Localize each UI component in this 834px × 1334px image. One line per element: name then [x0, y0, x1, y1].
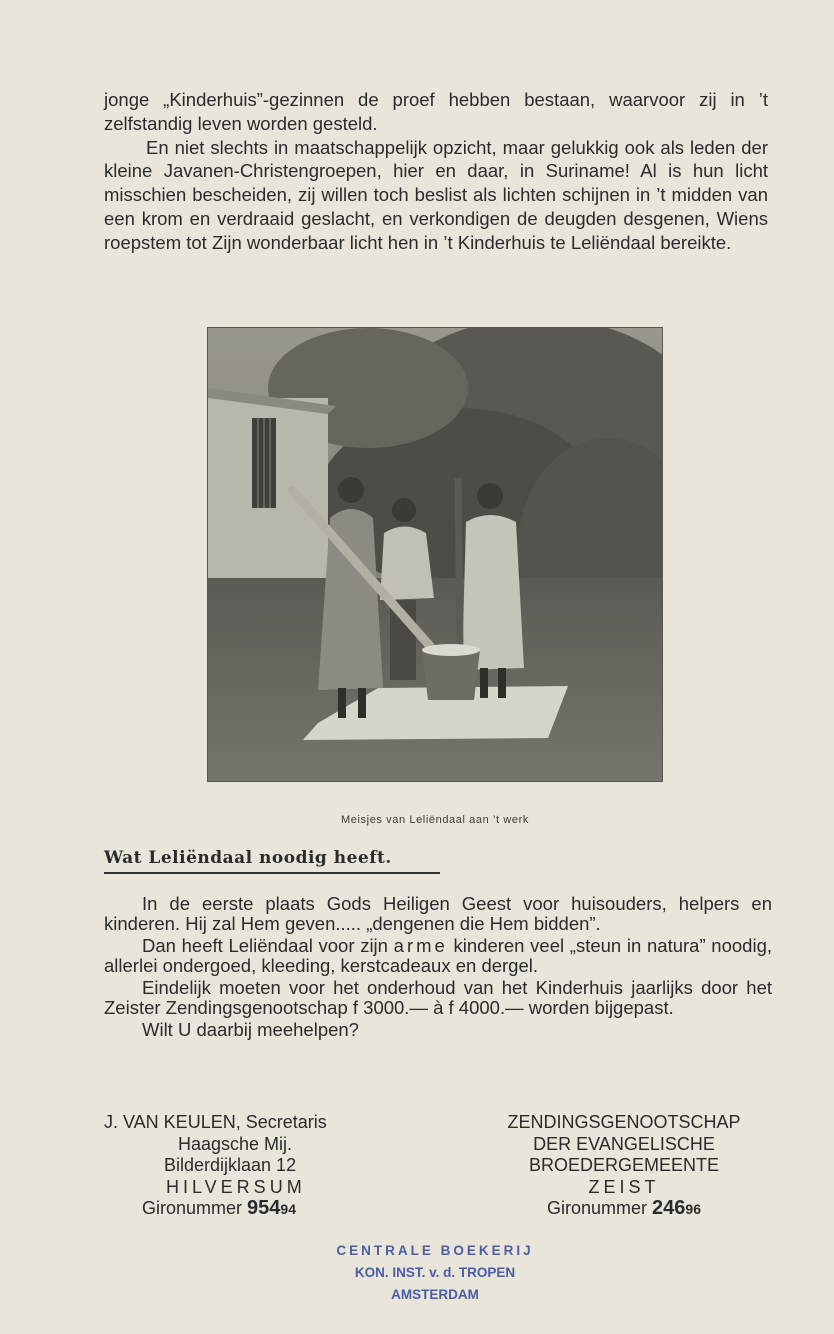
contact-society: [474, 1112, 774, 1221]
section-paragraph-3: Eindelijk moeten voor het onderhoud van het Kinderhuis jaarlijks door het Zeister Zendingsgenootschap f 3000.— à f 4000.— worden bijgepast.: [104, 977, 772, 1018]
contact-secretary: [104, 1112, 404, 1221]
library-stamp: [300, 1240, 570, 1306]
stamp-line-3: AMSTERDAM: [391, 1287, 479, 1302]
section-body: [104, 894, 772, 1042]
intro-text: [104, 88, 768, 255]
section-paragraph-4: Wilt U daarbij meehelpen?: [142, 1019, 359, 1040]
secretary-street: Bilderdijklaan 12: [164, 1155, 297, 1175]
intro-paragraph-2: En niet slechts in maatschappelijk opzicht, maar gelukkig ook als leden der kleine Javanen-Christengroepen, hier en daar, in Suriname! Al is hun licht misschien bescheiden, zij willen toch beslist als lichten schijnen in ’t midden van een krom en verdraaid geslacht, en verkondigen de deugden desgenen, Wiens roepstem tot Zijn wonderbaar licht hen in ’t Kinderhuis te Leliëndaal bereikte.: [104, 136, 768, 253]
society-giro: Gironummer 24696: [547, 1197, 701, 1219]
stamp-line-2: KON. INST. v. d. TROPEN: [354, 1265, 516, 1280]
secretary-giro: Gironummer 95494: [142, 1197, 296, 1219]
society-city: ZEIST: [588, 1176, 660, 1197]
section-heading: Wat Leliëndaal noodig heeft.: [104, 848, 440, 874]
emphasis-arme: arme: [393, 935, 448, 956]
society-name-2: DER EVANGELISCHE: [533, 1133, 715, 1154]
stamp-line-1: CENTRALE BOEKERIJ: [336, 1243, 534, 1258]
intro-paragraph-1: jonge „Kinderhuis”-gezinnen de proef hebben bestaan, waarvoor zij in ’t zelfstandig leven worden gesteld.: [104, 89, 768, 134]
society-name-3: BROEDERGEMEENTE: [528, 1155, 720, 1175]
society-name-1: ZENDINGSGENOOTSCHAP: [507, 1112, 741, 1132]
section-paragraph-2: Dan heeft Leliëndaal voor zijn arme kinderen veel „steun in natura” noodig, allerlei ondergoed, kleeding, kerstcadeaux en dergel.: [104, 935, 772, 976]
secretary-city: HILVERSUM: [166, 1176, 306, 1197]
section-paragraph-1: In de eerste plaats Gods Heiligen Geest voor huisouders, helpers en kinderen. Hij zal Hem geven..... „dengenen die Hem bidden”.: [104, 893, 772, 934]
secretary-company: Haagsche Mij.: [178, 1133, 293, 1154]
photograph-girls-working: [207, 327, 663, 782]
secretary-name: J. VAN KEULEN, Secretaris: [104, 1112, 327, 1132]
photo-caption: Meisjes van Leliëndaal aan ’t werk: [341, 814, 529, 826]
